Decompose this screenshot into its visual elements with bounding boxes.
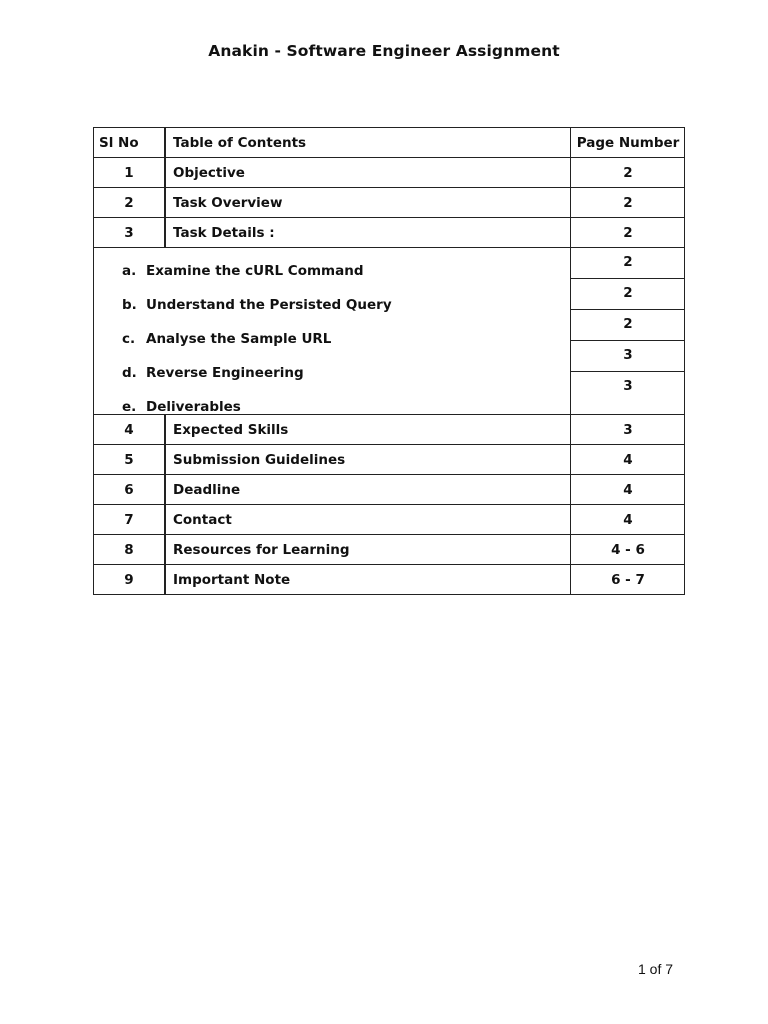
row-sl-no: 4 xyxy=(124,421,134,438)
header-contents: Table of Contents xyxy=(164,128,570,157)
list-item xyxy=(122,288,392,322)
row-title: Contact xyxy=(164,505,570,534)
sub-item-letter: e. xyxy=(122,399,137,415)
sub-item-title: Deliverables xyxy=(146,399,241,415)
table-row xyxy=(93,534,685,564)
row-page: 2 xyxy=(570,158,685,187)
table-row xyxy=(93,157,685,187)
sub-item-letter: b. xyxy=(122,297,137,313)
row-sl-no: 5 xyxy=(124,451,134,468)
row-sl-no: 9 xyxy=(124,571,134,588)
sub-page-number: 2 xyxy=(571,248,685,279)
list-item xyxy=(122,356,392,390)
row-title: Important Note xyxy=(164,565,570,594)
sub-page-number: 3 xyxy=(623,378,633,394)
table-of-contents xyxy=(93,127,685,595)
row-title: Deadline xyxy=(164,475,570,504)
row-sl-no: 3 xyxy=(124,224,134,241)
toc-header-row xyxy=(93,127,685,157)
table-row xyxy=(93,444,685,474)
row-sl-no: 1 xyxy=(124,164,134,181)
task-details-subsection xyxy=(93,247,685,414)
sub-page-number: 2 xyxy=(571,279,685,310)
sub-item-letter: d. xyxy=(122,365,137,381)
header-page-number: Page Number xyxy=(570,128,685,157)
page-counter: 1 of 7 xyxy=(638,961,674,977)
sub-item-letter: c. xyxy=(122,331,136,347)
row-page: 3 xyxy=(570,415,685,444)
table-row xyxy=(93,474,685,504)
row-title: Submission Guidelines xyxy=(164,445,570,474)
table-row xyxy=(93,564,685,595)
table-row xyxy=(93,414,685,444)
row-sl-no: 6 xyxy=(124,481,134,498)
row-title: Task Details : xyxy=(164,218,570,247)
header-sl-no: Sl No xyxy=(99,134,139,151)
row-sl-no: 7 xyxy=(124,511,134,528)
row-page: 2 xyxy=(570,188,685,217)
row-sl-no: 2 xyxy=(124,194,134,211)
sub-page-number: 3 xyxy=(571,341,685,372)
table-row xyxy=(93,504,685,534)
sub-item-title: Reverse Engineering xyxy=(146,365,304,381)
sub-page-column xyxy=(570,248,685,414)
sub-item-letter: a. xyxy=(122,263,137,279)
list-item xyxy=(122,322,392,356)
row-page: 2 xyxy=(570,218,685,247)
sub-item-title: Analyse the Sample URL xyxy=(146,331,332,347)
sub-item-title: Examine the cURL Command xyxy=(146,263,364,279)
row-sl-no: 8 xyxy=(124,541,134,558)
row-page: 6 - 7 xyxy=(570,565,685,594)
row-page: 4 xyxy=(570,445,685,474)
row-title: Task Overview xyxy=(164,188,570,217)
sub-page-number: 2 xyxy=(571,310,685,341)
row-page: 4 xyxy=(570,475,685,504)
row-title: Resources for Learning xyxy=(164,535,570,564)
row-page: 4 - 6 xyxy=(570,535,685,564)
row-title: Expected Skills xyxy=(164,415,570,444)
row-page: 4 xyxy=(570,505,685,534)
table-row xyxy=(93,187,685,217)
row-title: Objective xyxy=(164,158,570,187)
table-row xyxy=(93,217,685,247)
document-title: Anakin - Software Engineer Assignment xyxy=(208,42,560,60)
sub-item-title: Understand the Persisted Query xyxy=(146,297,392,313)
sub-item-list xyxy=(122,254,392,424)
list-item xyxy=(122,254,392,288)
